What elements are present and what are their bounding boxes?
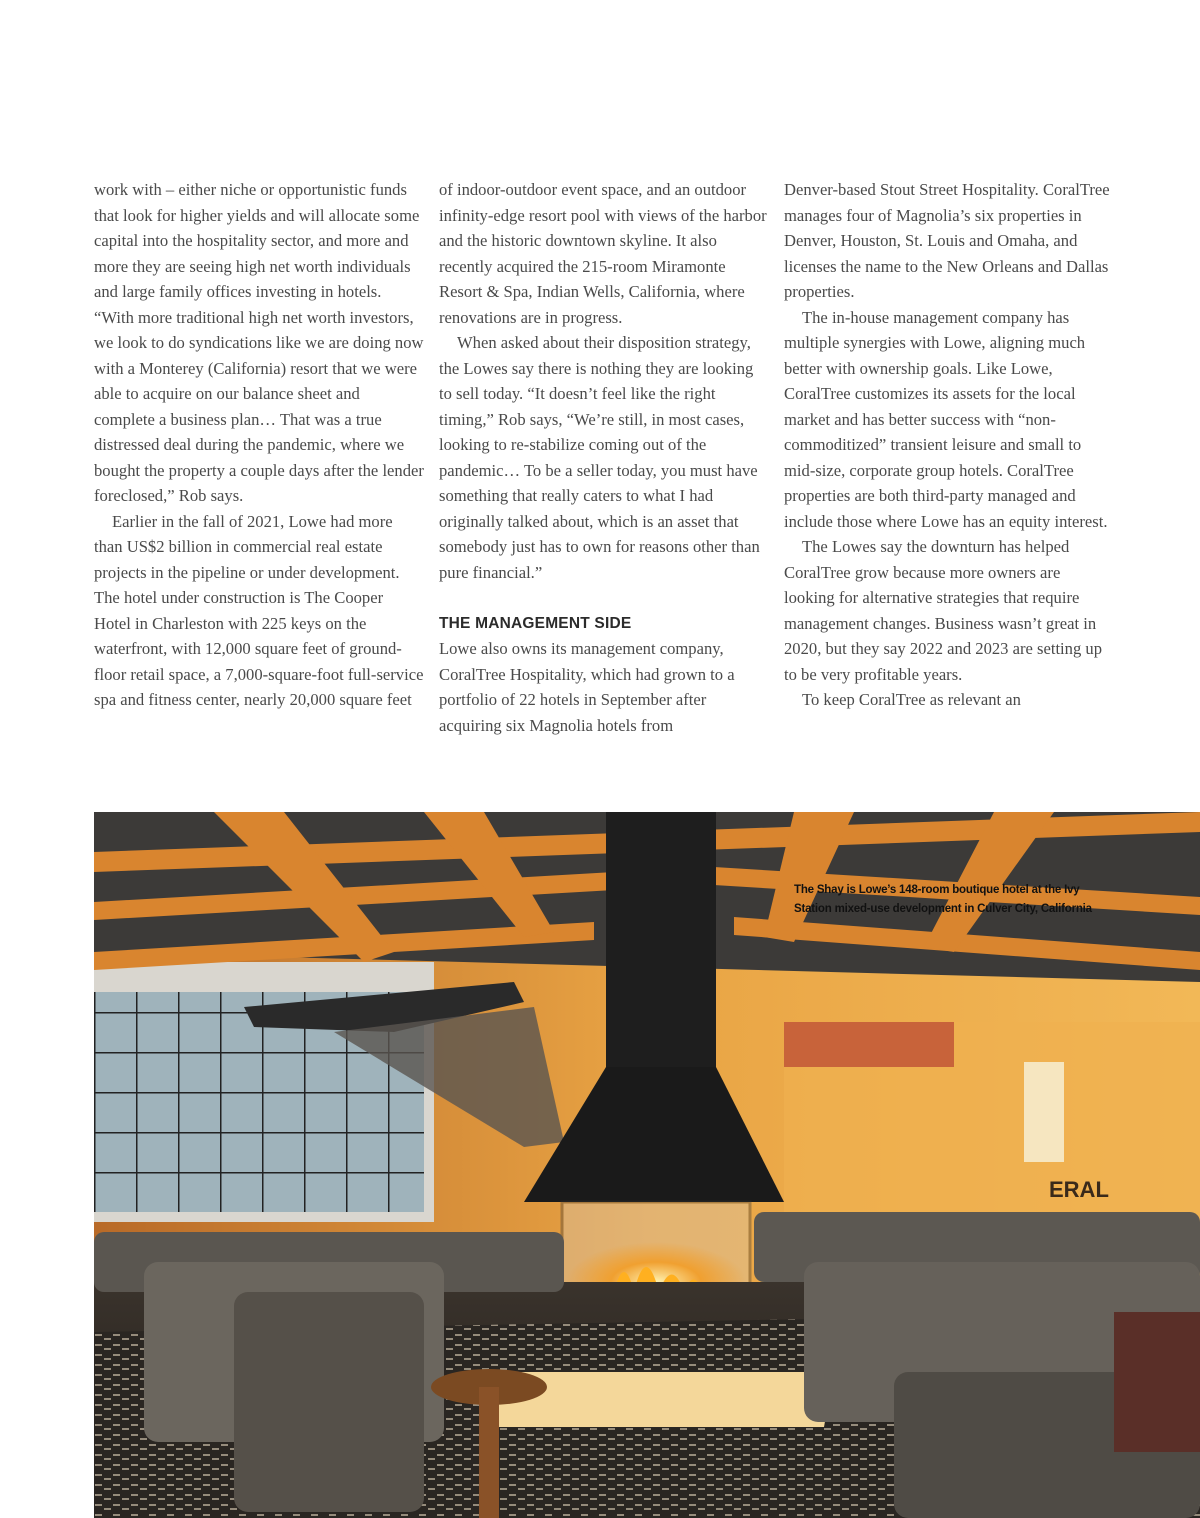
paragraph: To keep CoralTree as relevant an bbox=[802, 690, 1021, 709]
artwork-screen bbox=[784, 1022, 954, 1067]
side-table-leg bbox=[479, 1387, 499, 1518]
fireplace-flue bbox=[606, 812, 716, 1067]
paragraph: Denver-based Stout Street Hospitality. CoralTree manages four of Magnolia’s six properties in Denver, Houston, St. Louis and Omaha, and licenses the name to the New Orleans and Dallas properties. bbox=[784, 180, 1110, 301]
photo-caption: The Shay is Lowe’s 148-room boutique hotel at the Ivy Station mixed-use development in Culver City, California bbox=[794, 884, 1092, 915]
hotel-lobby-photo bbox=[94, 812, 1200, 1518]
paragraph: The in-house management company has multiple synergies with Lowe, aligning much better with ownership goals. Like Lowe, CoralTree customizes its assets for the local market and has better success with “non-commoditized” transient leisure and small to mid-size, corporate group hotels. CoralTree properties are both third-party managed and include those where Lowe has an equity interest. bbox=[784, 307, 1108, 531]
paragraph: Lowe also owns its management company, CoralTree Hospitality, which had grown to a portfolio of 22 hotels in September after acquiring six Magnolia hotels from bbox=[439, 639, 735, 735]
leather-ottoman bbox=[1114, 1312, 1200, 1452]
paragraph: Earlier in the fall of 2021, Lowe had more than US$2 billion in commercial real estate projects in the pipeline or under development. The hotel under construction is The Cooper Hotel in Charleston with 225 keys on the waterfront, with 12,000 square feet of ground-floor retail space, a 7,000-square-foot full-service spa and fitness center, nearly 20,000 square feet bbox=[94, 511, 424, 709]
section-subhead: THE MANAGEMENT SIDE bbox=[439, 614, 632, 632]
wall-sign: ERAL bbox=[1049, 1177, 1109, 1202]
article-column-3 bbox=[784, 177, 1114, 713]
paragraph: The Lowes say the downturn has helped CoralTree grow because more owners are looking for alternative strategies that require management changes. Business wasn’t great in 2020, but they say 2022 and 2023 are setting up to be very profitable years. bbox=[784, 537, 1102, 684]
paragraph: work with – either niche or opportunistic funds that look for higher yields and will allocate some capital into the hospitality sector, and more and more they are seeing high net worth individuals and large family offices investing in hotels. “With more traditional high net worth investors, we look to do syndications like we are doing now with a Monterey (California) resort that we were able to acquire on our balance sheet and complete a business plan… That was a true distressed deal during the pandemic, where we bought the property a couple days after the lender foreclosed,” Rob says. bbox=[94, 180, 424, 505]
paragraph: of indoor-outdoor event space, and an outdoor infinity-edge resort pool with views of the harbor and the historic downtown skyline. It also recently acquired the 215-room Miramonte Resort & Spa, Indian Wells, California, where renovations are in progress. bbox=[439, 180, 767, 327]
paragraph: When asked about their disposition strategy, the Lowes say there is nothing they are looking to sell today. “It doesn’t feel like the right timing,” Rob says, “We’re still, in most cases, looking to re-stabilize coming out of the pandemic… To be a seller today, you must have something that really caters to what I had originally talked about, which is an asset that somebody just has to own for reasons other than pure financial.” bbox=[439, 333, 760, 582]
article-column-1 bbox=[94, 177, 424, 713]
article-column-2 bbox=[439, 177, 769, 738]
floor-lamp bbox=[1024, 1062, 1064, 1162]
